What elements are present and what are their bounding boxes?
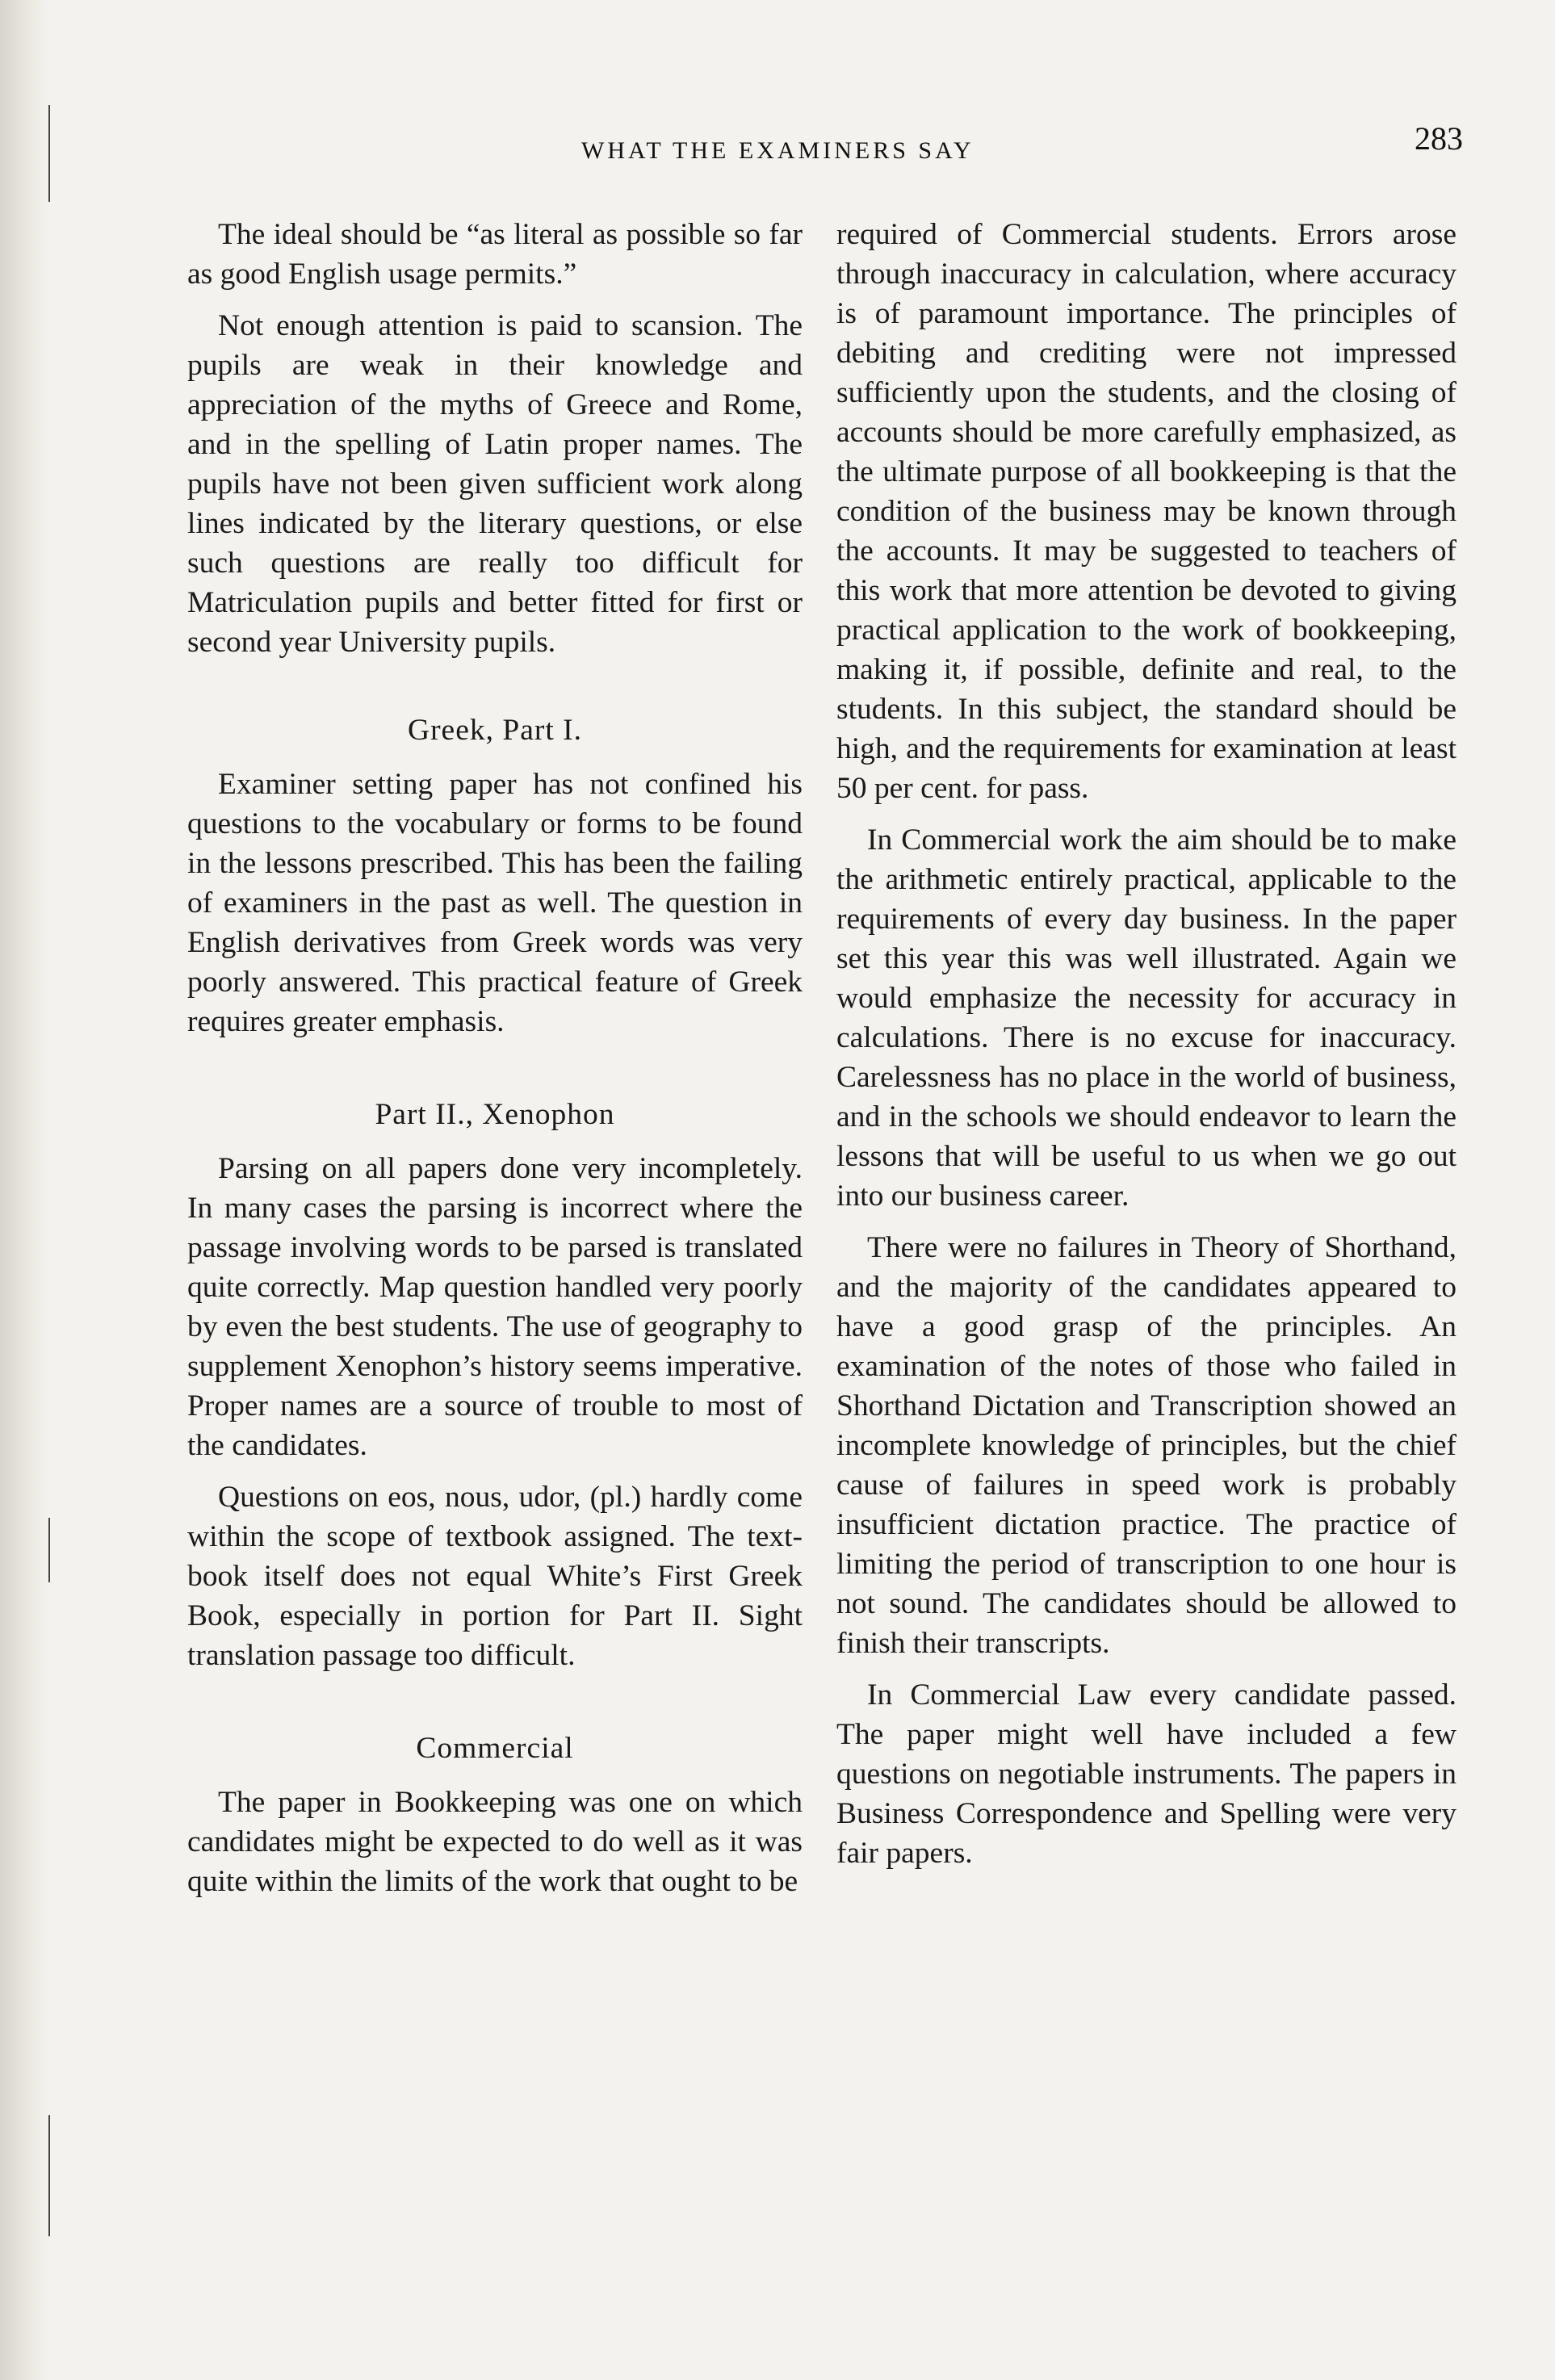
right-column	[836, 215, 1457, 1885]
binding-mark	[48, 2115, 50, 2236]
paragraph: In Commercial Law every candidate passed. The paper might well have included a few questions on negotiable instruments. The papers in Business Correspondence and Spelling were very fair papers.	[836, 1678, 1457, 1870]
paragraph: Examiner setting paper has not confined his questions to the vocabulary or forms to be found in the lessons prescribed. This has been the failing of examiners in the past as well. The question in English derivatives from Greek words was very poorly answered. This practical feature of Greek requires greater emphasis.	[187, 768, 803, 1038]
paragraph: In Commercial work the aim should be to make the arithmetic entirely practical, applicable to the requirements of every day business. In the paper set this year this was well illustrated. Again we would emphasize the necessity for accuracy in calculations. There is no excuse for inaccuracy. Carelessness has no place in the world of business, and in the schools we should endeavor to learn the lessons that will be useful to us when we go out into our business career.	[836, 823, 1457, 1213]
paragraph: Questions on eos, nous, udor, (pl.) hardly come within the scope of textbook assigned. The text-book itself does not equal White’s First Greek Book, especially in portion for Part II. Sight translation passage too difficult.	[187, 1481, 803, 1672]
paragraph: Not enough attention is paid to scansion. The pupils are weak in their knowledge and appreciation of the myths of Greece and Rome, and in the spelling of Latin proper names. The pupils have not been given sufficient work along lines indicated by the literary questions, or else such questions are really too difficult for Matriculation pupils and better fitted for first or second year University pupils.	[187, 309, 803, 659]
paragraph: Parsing on all papers done very incompletely. In many cases the parsing is incorrect where the passage involving words to be parsed is translated quite correctly. Map question handled very poorly by even the best students. The use of geography to supplement Xenophon’s history seems imperative. Proper names are a source of trouble to most of the candidates.	[187, 1152, 803, 1462]
paragraph: The paper in Bookkeeping was one on which candidates might be expected to do well as it was quite within the limits of the work that ought to be	[187, 1786, 803, 1898]
paragraph: There were no failures in Theory of Shorthand, and the majority of the candidates appeared to have a good grasp of the principles. An examination of the notes of those who failed in Shorthand Dictation and Transcription showed an incomplete knowledge of principles, but the chief cause of failures in speed work is probably insufficient dictation practice. The practice of limiting the period of transcription to one hour is not sound. The candidates should be allowed to finish their transcripts.	[836, 1231, 1457, 1660]
paragraph: The ideal should be “as literal as possible so far as good English usage permits.”	[187, 218, 803, 291]
left-column	[187, 215, 803, 1913]
binding-mark	[48, 1518, 50, 1582]
paragraph: required of Commercial students. Errors arose through inaccuracy in calculation, where accuracy is of paramount importance. The principles of debiting and crediting were not impressed sufficiently upon the students, and the closing of accounts should be more carefully emphasized, as the ultimate purpose of all bookkeeping is that the condition of the business may be known through the accounts. It may be suggested to teachers of this work that more attention be devoted to giving practical application to the work of bookkeeping, making it, if possible, definite and real, to the students. In this subject, the standard should be high, and the requirements for examination at least 50 per cent. for pass.	[836, 218, 1457, 805]
running-title: WHAT THE EXAMINERS SAY	[581, 137, 974, 164]
page-edge-shadow	[0, 0, 48, 2380]
section-heading-commercial: Commercial	[416, 1732, 574, 1765]
section-heading-xenophon: Part II., Xenophon	[375, 1098, 615, 1131]
section-heading-greek-part-1: Greek, Part I.	[407, 714, 582, 747]
binding-mark	[48, 105, 50, 202]
page-number: 283	[1415, 120, 1463, 157]
